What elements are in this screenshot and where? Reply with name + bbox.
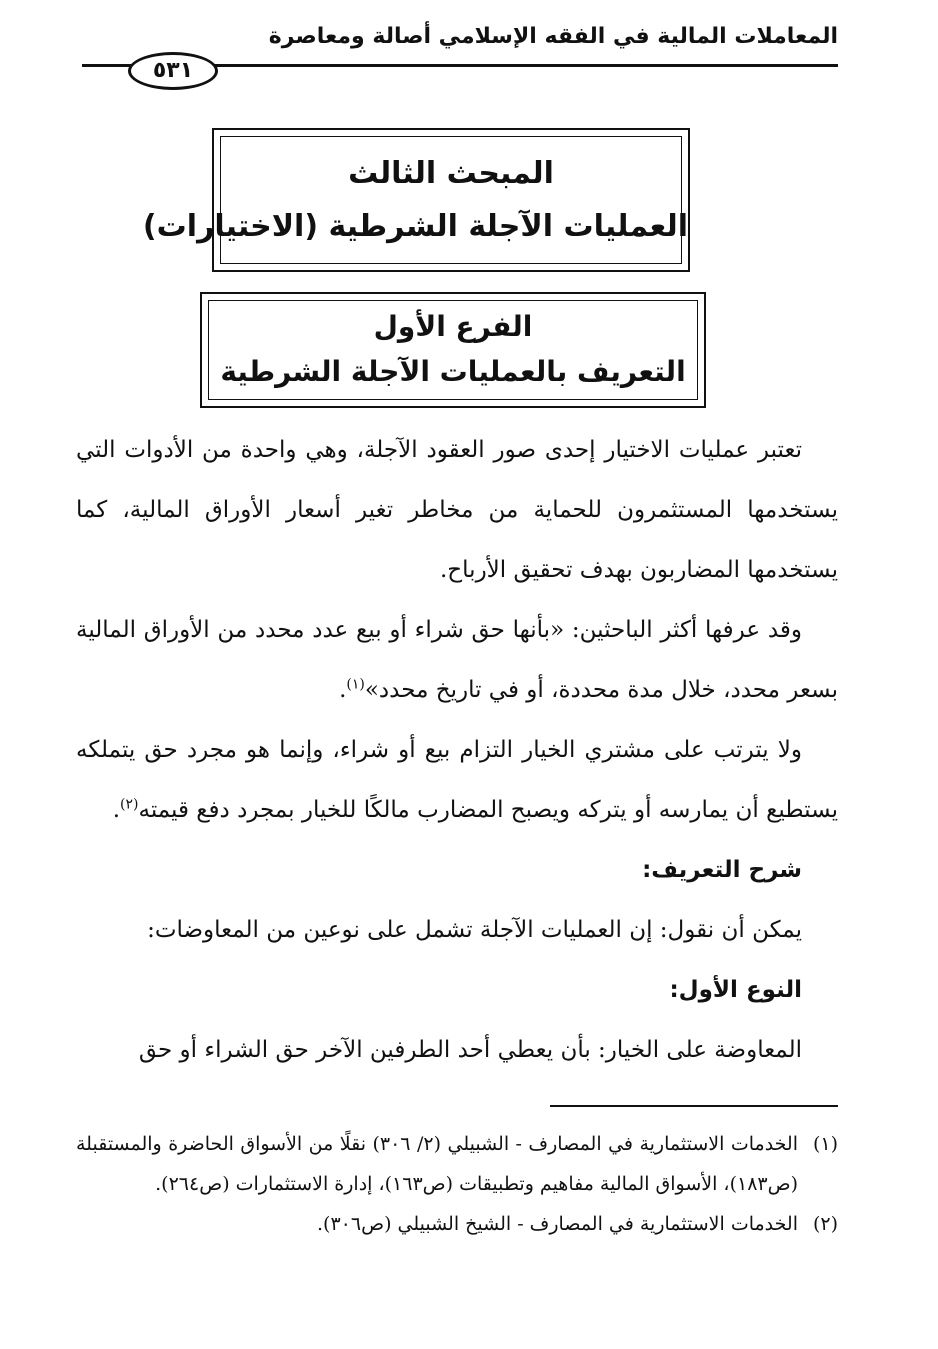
footnote-1 — [76, 1124, 838, 1204]
page-number: ٥٣١ — [128, 52, 218, 90]
heading-first-type: النوع الأول: — [669, 977, 802, 1003]
section-title-box — [142, 128, 690, 272]
paragraph-1: تعتبر عمليات الاختيار إحدى صور العقود الآجلة، وهي واحدة من الأدوات التي يستخدمها المستثمرون للحماية من مخاطر تغير أسعار الأوراق المالية، كما يستخدمها المضاربون بهدف تحقيق الأرباح. — [76, 437, 838, 583]
paragraph-2 — [76, 600, 838, 720]
paragraph-4: يمكن أن نقول: إن العمليات الآجلة تشمل على نوعين من المعاوضات: — [147, 917, 802, 943]
section-number: المبحث الثالث — [348, 156, 554, 191]
footnotes — [76, 1124, 838, 1244]
paragraph-3 — [76, 720, 838, 840]
subsection-title: التعريف بالعمليات الآجلة الشرطية — [220, 355, 686, 388]
paragraph-5: المعاوضة على الخيار: بأن يعطي أحد الطرفين الآخر حق الشراء أو حق — [138, 1037, 802, 1063]
footnote-ref-2: (٢) — [120, 796, 139, 813]
footnote-2-text: الخدمات الاستثمارية في المصارف - الشيخ الشبيلي (ص٣٠٦). — [317, 1213, 798, 1235]
heading-definition-explanation: شرح التعريف: — [642, 857, 802, 883]
paragraph-2-end: . — [339, 677, 347, 703]
paragraph-3-end: . — [112, 797, 121, 823]
footnote-1-text: الخدمات الاستثمارية في المصارف - الشبيلي (٢/ ٣٠٦) نقلًا من الأسواق الحاضرة والمستقبلة (ص١٨٣)، الأسواق المالية مفاهيم وتطبيقات (ص١٦٣)، إدارة الاستثمارات (ص٢٦٤). — [76, 1133, 798, 1195]
footnote-1-number: (١) — [812, 1133, 838, 1155]
section-title: العمليات الآجلة الشرطية (الاختيارات) — [142, 209, 688, 244]
body-text — [76, 420, 838, 1080]
running-header-title: المعاملات المالية في الفقه الإسلامي أصالة ومعاصرة — [268, 24, 838, 49]
subsection-title-box — [200, 292, 706, 408]
paragraph-3-text: ولا يترتب على مشتري الخيار التزام بيع أو شراء، وإنما هو مجرد حق يتملكه يستطيع أن يمارسه أو يتركه ويصبح المضارب مالكًا للخيار بمجرد دفع قيمته — [76, 737, 838, 823]
paragraph-2-text: وقد عرفها أكثر الباحثين: «بأنها حق شراء أو بيع عدد محدد من الأوراق المالية بسعر محدد، خلال مدة محددة، أو في تاريخ محدد» — [76, 617, 838, 703]
footnote-2-number: (٢) — [812, 1213, 838, 1235]
footnote-separator — [550, 1105, 838, 1107]
footnote-ref-1: (١) — [346, 676, 365, 693]
subsection-number: الفرع الأول — [373, 310, 533, 343]
footnote-2 — [76, 1204, 838, 1244]
